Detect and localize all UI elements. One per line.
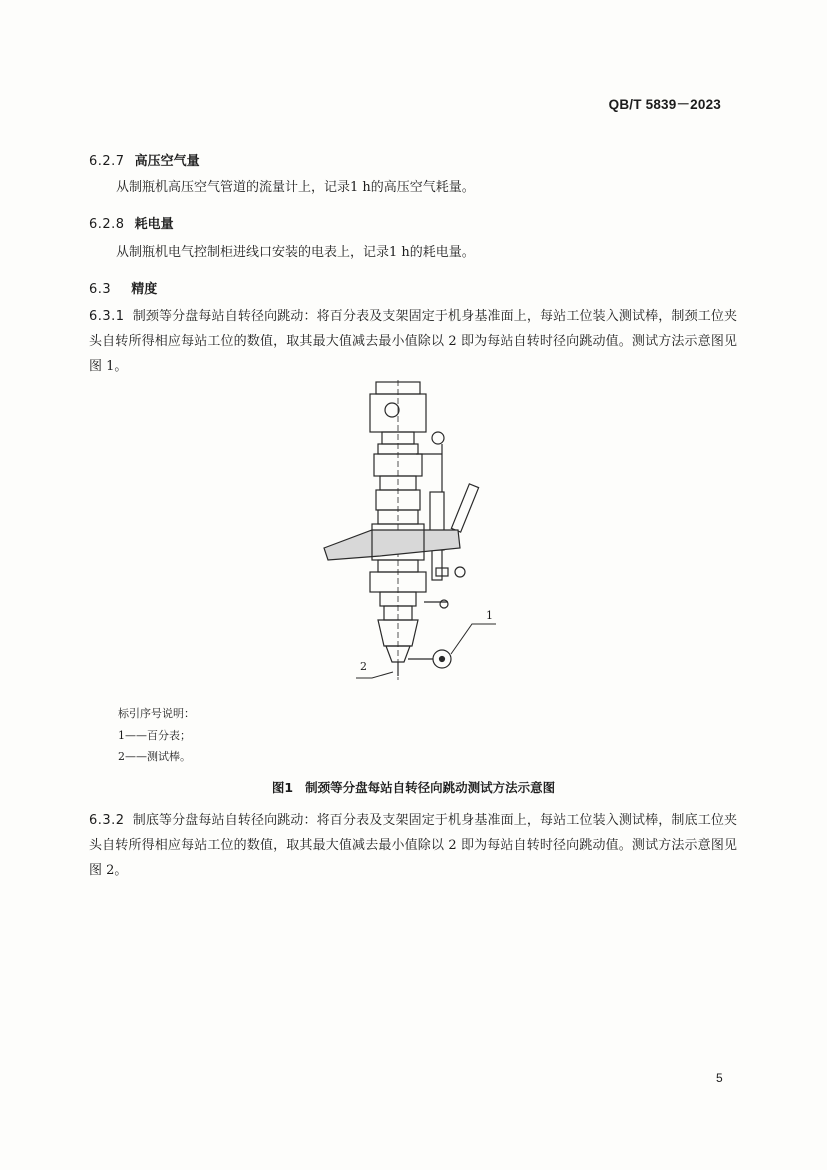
section-title: 高压空气量 [134,154,200,169]
section-6-2-8-heading [89,213,174,232]
section-number: 6.3 [89,282,112,297]
section-6-3-2 [89,808,737,883]
section-6-2-8-body: 从制瓶机电气控制柜进线口安装的电表上，记录1 h的耗电量。 [116,245,475,260]
section-body: 制颈等分盘每站自转径向跳动：将百分表及支架固定于机身基准面上，每站工位装入测试棒，制颈工位夹头自转所得相应每站工位的数值，取其最大值减去最小值除以 2 即为每站自转时径向跳动值。测试方法示意图见图 1。 [89,309,737,374]
figure-number: 图1 [271,780,294,795]
figure-legend-item-2: 2——测试棒。 [118,750,191,763]
page-number: 5 [716,1071,723,1085]
figure-1-drawing [320,380,500,685]
callout-2: 2 [360,660,367,673]
section-6-2-7-heading [89,150,200,169]
section-6-2-7-body: 从制瓶机高压空气管道的流量计上，记录1 h的高压空气耗量。 [116,180,475,195]
section-number: 6.2.7 [89,154,125,169]
section-number: 6.2.8 [89,217,125,232]
section-number: 6.3.2 [89,813,125,828]
section-number: 6.3.1 [89,309,125,324]
standard-code: QB/T 5839－2023 [608,97,721,112]
callout-1: 1 [486,609,493,622]
figure-1-caption [0,778,827,796]
section-6-3-heading [89,278,157,297]
section-title: 精度 [131,282,158,297]
figure-legend-item-1: 1——百分表； [118,729,191,742]
section-title: 耗电量 [134,217,174,232]
section-6-3-1 [89,304,737,379]
section-body: 制底等分盘每站自转径向跳动：将百分表及支架固定于机身基准面上，每站工位装入测试棒，制底工位夹头自转所得相应每站工位的数值，取其最大值减去最小值除以 2 即为每站自转时径向跳动值。测试方法示意图见图 2。 [89,813,737,878]
figure-title: 制颈等分盘每站自转径向跳动测试方法示意图 [305,780,556,795]
figure-legend-title: 标引序号说明： [118,707,195,720]
